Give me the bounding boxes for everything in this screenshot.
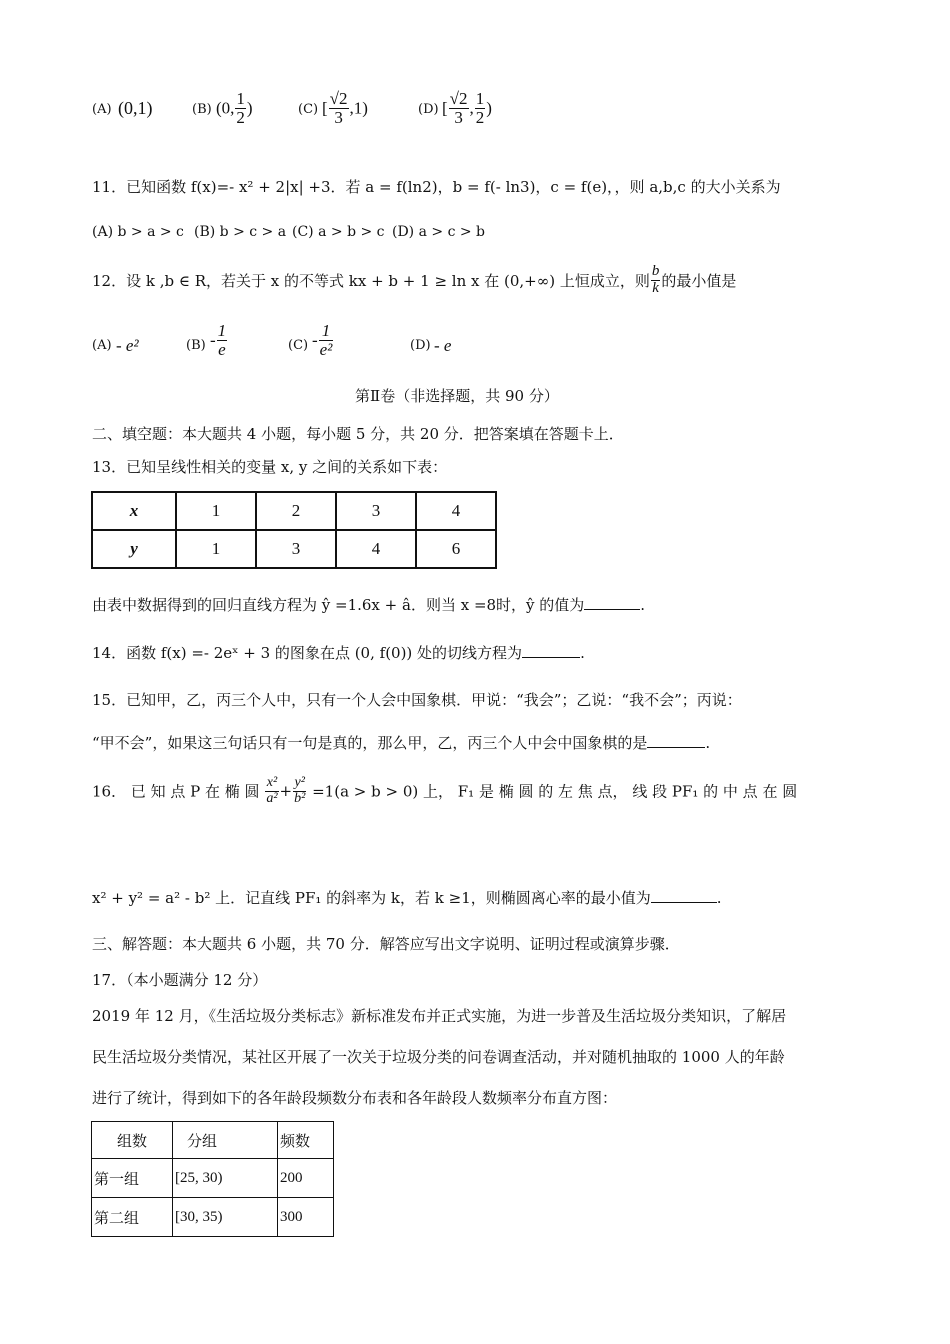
table-cell: 第一组 (92, 1159, 173, 1198)
q11-option-c: (C) a > b > c (292, 224, 385, 240)
q15-line1: 15．已知甲，乙，丙三个人中，只有一个人会中国象棋．甲说：“我会”；乙说：“我不会”；丙说： (92, 691, 742, 709)
q17-paragraph-line1: 2019 年 12 月，《生活垃圾分类标志》新标准发布并正式实施，为进一步普及生活垃圾分类知识，了解居 (92, 1007, 787, 1025)
table-cell: 3 (336, 492, 416, 530)
table-header-cell: 分组 (173, 1122, 278, 1159)
q15-answer-blank (647, 733, 705, 748)
q17-frequency-table (91, 1121, 334, 1237)
table-cell: [25, 30) (173, 1159, 278, 1198)
table-cell: 200 (278, 1159, 334, 1198)
q12-option-b-value: - $\frac{1}{e}$ (210, 321, 227, 359)
q17-paragraph-line2: 民生活垃圾分类情况，某社区开展了一次关于垃圾分类的问卷调查活动，并对随机抽取的 1000 人的年龄 (92, 1048, 785, 1066)
q10-option-a-label: (A) (92, 102, 112, 117)
part2-title: 第Ⅱ卷（非选择题，共 90 分） (355, 387, 559, 405)
q10-options (92, 88, 532, 136)
q17-heading: 17．（本小题满分 12 分） (92, 971, 268, 989)
q13-stem: 13．已知呈线性相关的变量 x, y 之间的关系如下表： (92, 458, 448, 476)
q11-option-d: (D) a > c > b (392, 224, 486, 240)
table-cell: 300 (278, 1198, 334, 1237)
table-row (92, 492, 496, 530)
q10-option-d-label: (D) (418, 102, 439, 117)
table-cell: 1 (176, 492, 256, 530)
q14-stem: 14．函数 f(x) =- 2eˣ + 3 的图象在点 (0, f(0)) 处的切线方程为 . (92, 644, 585, 662)
table-header-row (92, 1122, 334, 1159)
q12-option-a-value: - e² (116, 336, 139, 355)
table-cell: 3 (256, 530, 336, 568)
table-cell: 第二组 (92, 1198, 173, 1237)
table-cell: y (92, 530, 176, 568)
q15-line2: “甲不会”，如果这三句话只有一句是真的，那么甲，乙，丙三个人中会中国象棋的是 . (92, 734, 711, 752)
q12-option-b-label: (B) (186, 338, 206, 353)
q12-option-c-label: (C) (288, 338, 309, 353)
q10-option-d-value: [ $\frac{√2}{3}$ , $\frac{1}{2}$ ) (442, 89, 492, 127)
q12-options (92, 322, 512, 370)
table-header-cell: 频数 (278, 1122, 334, 1159)
table-header-cell: 组数 (92, 1122, 173, 1159)
q16-answer-blank (651, 888, 717, 903)
q16-line1: 16． 已 知 点 P 在 椭 圆 $\frac{\text{x²}}{\text{a²}}$ + $\frac{\text{y²}}{\text{b²}}$ =1(a > b > 0) 上， F₁ 是 椭 圆 的 左 焦 点， 线 段 PF₁ 的 中 点 在 圆 (92, 775, 798, 806)
q12-option-d-value: - e (434, 336, 452, 355)
q10-option-b-label: (B) (192, 102, 212, 117)
q12-option-d-label: (D) (410, 338, 431, 353)
table-row (92, 530, 496, 568)
q10-option-c-value: [ $\frac{√2}{3}$ ,1) (322, 89, 368, 127)
table-cell: 6 (416, 530, 496, 568)
q14-answer-blank (522, 643, 580, 658)
table-row (92, 1198, 334, 1237)
q11-option-b: (B) b > c > a (194, 224, 287, 240)
q17-paragraph-line3: 进行了统计，得到如下的各年龄段频数分布表和各年龄段人数频率分布直方图： (92, 1089, 618, 1107)
table-cell: 1 (176, 530, 256, 568)
q12-option-a-label: (A) (92, 338, 112, 353)
q12-option-c-value: - $\frac{1}{\text{e²}}$ (312, 321, 333, 359)
table-cell: 2 (256, 492, 336, 530)
q10-option-c-label: (C) (298, 102, 319, 117)
table-row (92, 1159, 334, 1198)
q12-stem: 12．设 k ,b ∈ R，若关于 x 的不等式 kx + b + 1 ≥ ln x 在 (0,+∞) 上恒成立，则 $\frac{b}{k}$ 的最小值是 (92, 263, 737, 296)
q11-option-a: (A) b > a > c (92, 224, 184, 240)
q13-follow-up: 由表中数据得到的回归直线方程为 ŷ =1.6x + â．则当 x =8时，ŷ 的值为 . (92, 596, 646, 614)
section2-heading: 二、填空题：本大题共 4 小题，每小题 5 分，共 20 分．把答案填在答题卡上． (92, 425, 624, 443)
q11-stem: 11．已知函数 f(x)=- x² + 2|x| +3．若 a = f(ln2)，b = f(- ln3)，c = f(e)，，则 a,b,c 的大小关系为 (92, 178, 781, 196)
table-cell: x (92, 492, 176, 530)
q10-option-b-value: (0, $\frac{1}{2}$ ) (216, 89, 253, 127)
q16-line2: x² + y² = a² - b² 上．记直线 PF₁ 的斜率为 k，若 k ≥1，则椭圆离心率的最小值为 . (92, 889, 722, 907)
q10-option-a-value: (0,1) (118, 98, 153, 118)
q13-table (91, 491, 497, 569)
table-cell: [30, 35) (173, 1198, 278, 1237)
table-cell: 4 (416, 492, 496, 530)
table-cell: 4 (336, 530, 416, 568)
q13-answer-blank (584, 595, 640, 610)
section3-heading: 三、解答题：本大题共 6 小题，共 70 分．解答应写出文字说明、证明过程或演算步骤． (92, 935, 680, 953)
